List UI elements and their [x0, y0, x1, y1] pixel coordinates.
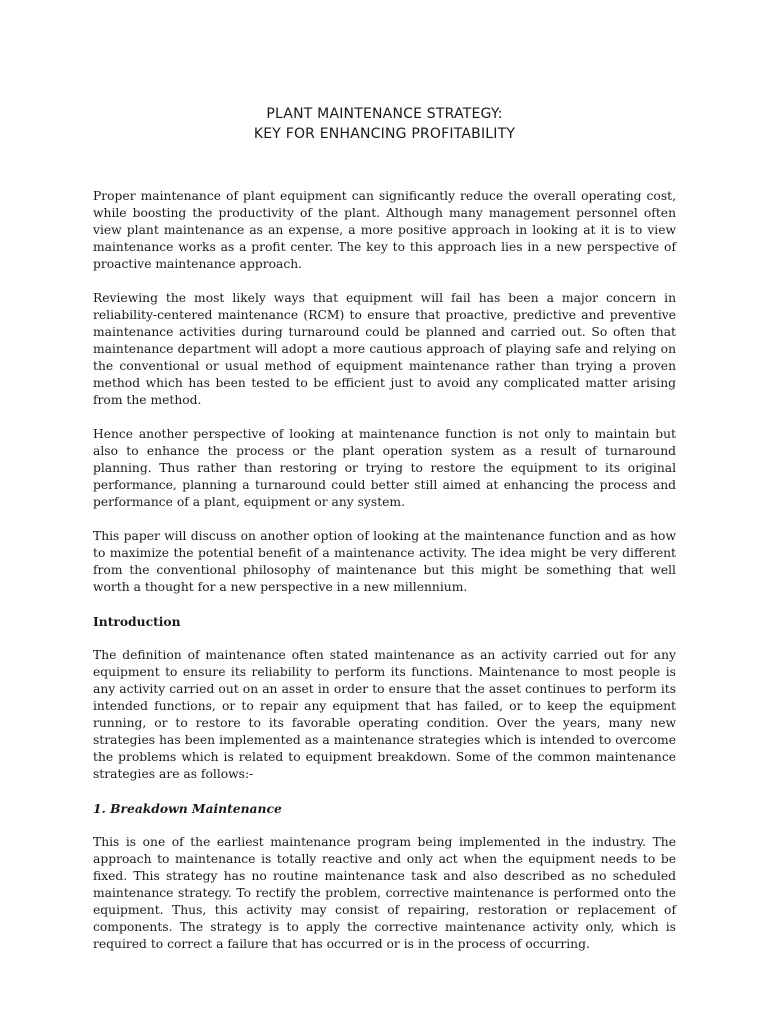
paragraph-introduction: The definition of maintenance often stated maintenance as an activity carried out for any equipment to ensure its reliability to perform its functions. Maintenance to most people is any activity carried out on an asset in order to ensure that the asset continues to perform its intended functions, or to repair any equipment that has failed, or to keep the equipment running, or to restore to its favorable operating condition. Over the years, many new strategies has been implemented as a maintenance strategies which is intended to overcome the problems which is related to equipment breakdown. Some of the common maintenance strategies are as follows:-: [93, 648, 676, 781]
paragraph-intro-3: Hence another perspective of looking at maintenance function is not only to maintain but also to enhance the process or the plant operation system as a result of turnaround planning. Thus rather than restoring or trying to restore the equipment to its original performance, planning a turnaround could better still aimed at enhancing the process and performance of a plant, equipment or any system.: [93, 427, 676, 509]
paragraph-breakdown-maintenance: This is one of the earliest maintenance program being implemented in the industry. The approach to maintenance is totally reactive and only act when the equipment needs to be fixed. This strategy has no routine maintenance task and also described as no scheduled maintenance strategy. To rectify the problem, corrective maintenance is performed onto the equipment. Thus, this activity may consist of repairing, restoration or replacement of components. The strategy is to apply the corrective maintenance activity only, which is required to correct a failure that has occurred or is in the process of occurring.: [93, 835, 676, 951]
title-line-1: PLANT MAINTENANCE STRATEGY:: [266, 106, 503, 122]
heading-introduction: Introduction: [93, 614, 181, 629]
document-page: [93, 0, 676, 1024]
heading-breakdown-maintenance: 1. Breakdown Maintenance: [93, 801, 282, 816]
paragraph-intro-2: Reviewing the most likely ways that equipment will fail has been a major concern in reliability-centered maintenance (RCM) to ensure that proactive, predictive and preventive maintenance activities during turnaround could be planned and carried out. So often that maintenance department will adopt a more cautious approach of playing safe and relying on the conventional or usual method of equipment maintenance rather than trying a proven method which has been tested to be efficient just to avoid any complicated matter arising from the method.: [93, 291, 676, 407]
document-title: [93, 104, 676, 144]
paragraph-intro-1: Proper maintenance of plant equipment can significantly reduce the overall operating cost, while boosting the productivity of the plant. Although many management personnel often view plant maintenance as an expense, a more positive approach in looking at it is to view maintenance works as a profit center. The key to this approach lies in a new perspective of proactive maintenance approach.: [93, 189, 676, 271]
document-body: [93, 188, 676, 970]
title-line-2: KEY FOR ENHANCING PROFITABILITY: [253, 126, 516, 142]
paragraph-intro-4: This paper will discuss on another option of looking at the maintenance function and as how to maximize the potential benefit of a maintenance activity. The idea might be very different from the conventional philosophy of maintenance but this might be something that well worth a thought for a new perspective in a new millennium.: [93, 529, 676, 594]
